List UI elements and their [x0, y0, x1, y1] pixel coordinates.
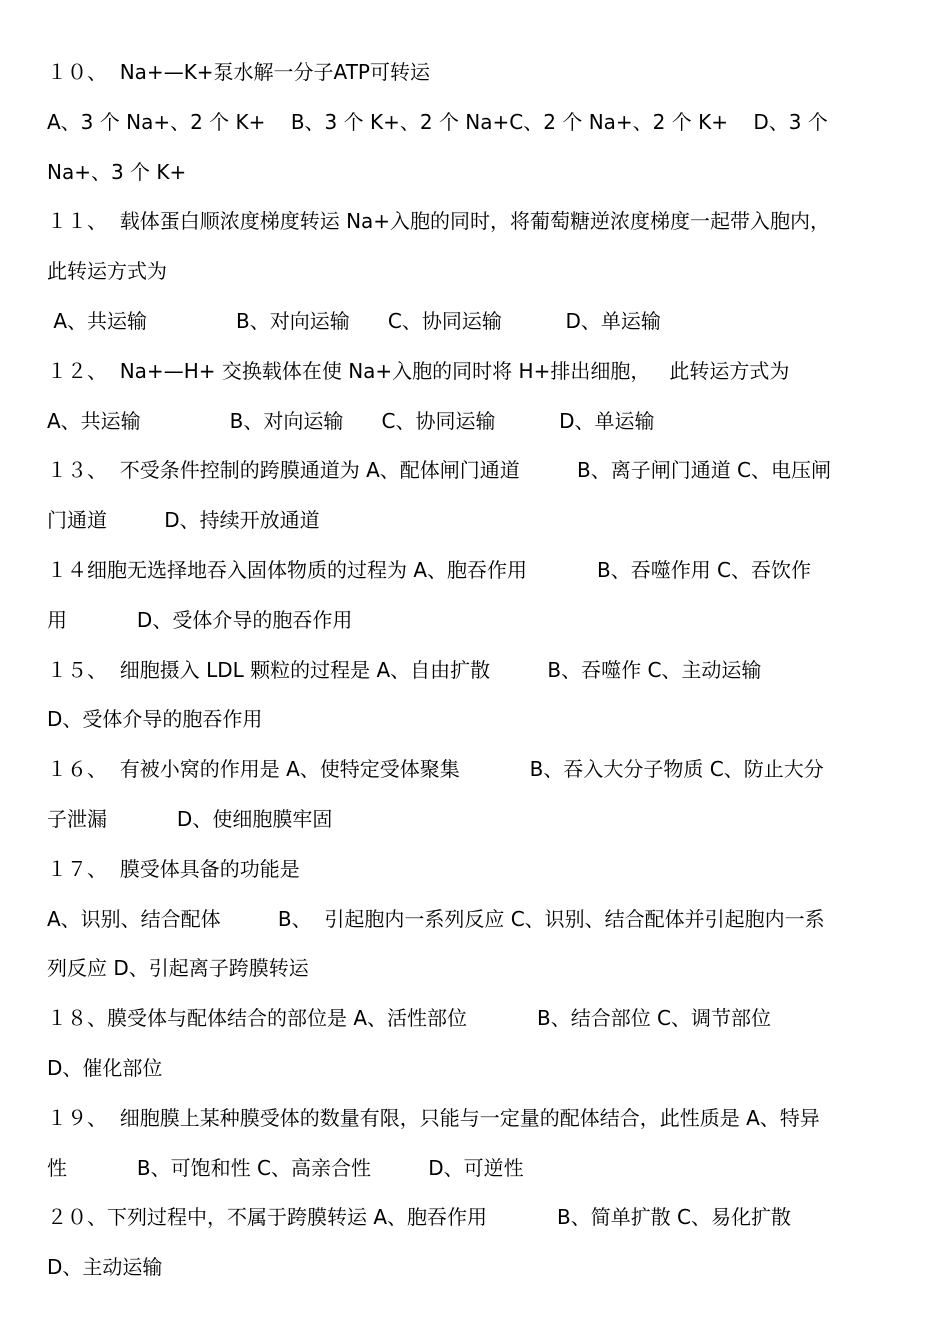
question-13-options-cont: 门通道 D、持续开放通道: [47, 508, 320, 533]
question-11-options: A、共运输 B、对向运输 C、协同运输 D、单运输: [47, 308, 661, 333]
question-10-options-cont: Na+、3 个 K+: [47, 159, 187, 184]
question-14-options-cont: 用 D、受体介导的胞吞作用: [47, 607, 353, 632]
question-17-stem: １７、 膜受体具备的功能是: [47, 856, 300, 881]
question-17-options: A、识别、结合配体 B、 引起胞内一系列反应 C、识别、结合配体并引起胞内一系: [47, 906, 825, 931]
question-19-options-cont: 性 B、可饱和性 C、高亲合性 D、可逆性: [47, 1155, 524, 1180]
question-20-options-cont: D、主动运输: [47, 1255, 163, 1280]
question-15-stem: １５、 细胞摄入 LDL 颗粒的过程是 A、自由扩散 B、吞噬作 C、主动运输: [47, 657, 762, 682]
question-10-stem: １０、 Na+—K+泵水解一分子ATP可转运: [47, 60, 430, 84]
document-page: [47, 48, 917, 1293]
question-12-stem: １２、 Na+—H+ 交换载体在使 Na+入胞的同时将 H+排出细胞， 此转运方式为: [47, 358, 790, 383]
question-11-stem: １１、 载体蛋白顺浓度梯度转运 Na+入胞的同时，将葡萄糖逆浓度梯度一起带入胞内，: [47, 209, 831, 234]
question-18-stem: １８、膜受体与配体结合的部位是 A、活性部位 B、结合部位 C、调节部位: [47, 1006, 772, 1031]
question-11-stem-cont: 此转运方式为: [47, 259, 167, 284]
question-14-stem: １４细胞无选择地吞入固体物质的过程为 A、胞吞作用 B、吞噬作用 C、吞饮作: [47, 557, 812, 582]
question-16-options-cont: 子泄漏 D、使细胞膜牢固: [47, 806, 333, 831]
question-16-stem: １６、 有被小窝的作用是 A、使特定受体聚集 B、吞入大分子物质 C、防止大分: [47, 757, 824, 782]
question-19-stem: １９、 细胞膜上某种膜受体的数量有限，只能与一定量的配体结合，此性质是 A、特异: [47, 1105, 820, 1130]
question-17-options-cont: 列反应 D、引起离子跨膜转运: [47, 956, 309, 981]
question-13-stem: １３、 不受条件控制的跨膜通道为 A、配体闸门通道 B、离子闸门通道 C、电压闸: [47, 458, 832, 483]
question-12-options: A、共运输 B、对向运输 C、协同运输 D、单运输: [47, 408, 655, 433]
question-15-options-cont: D、受体介导的胞吞作用: [47, 707, 263, 732]
question-20-stem: ２０、下列过程中，不属于跨膜转运 A、胞吞作用 B、简单扩散 C、易化扩散: [47, 1205, 792, 1230]
question-18-options-cont: D、催化部位: [47, 1055, 163, 1080]
question-10-options: A、3 个 Na+、2 个 K+ B、3 个 K+、2 个 Na+C、2 个 Na+、2 个 K+ D、3 个: [47, 109, 828, 134]
